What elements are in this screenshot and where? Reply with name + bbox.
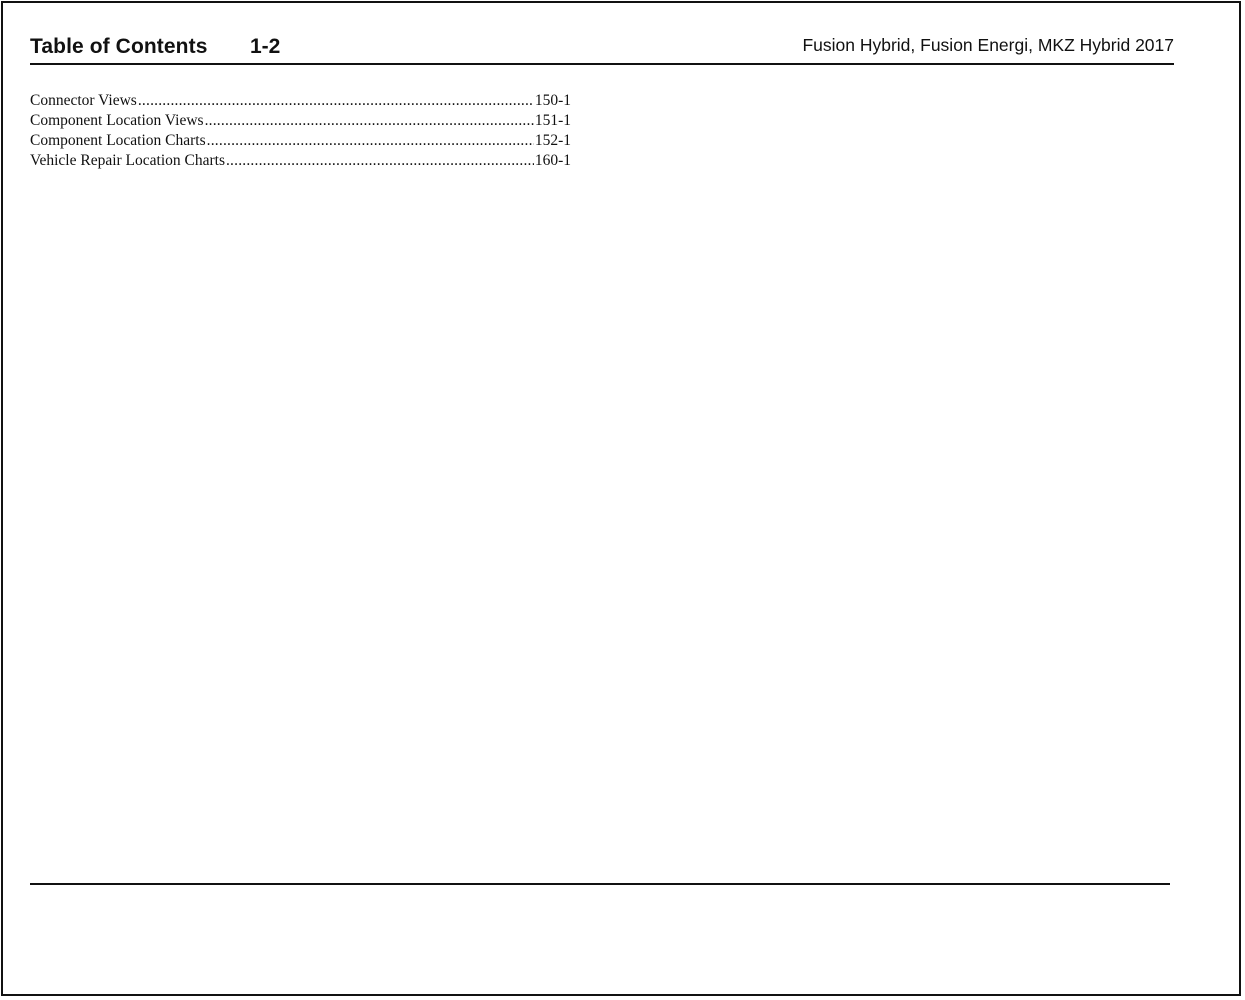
toc-entry-page: 150-1 [534,92,571,109]
dot-leader [138,91,534,111]
toc-entry-page: 152-1 [534,132,571,149]
page-header [30,33,1174,63]
page-title: Table of Contents [30,35,208,58]
vehicle-models: Fusion Hybrid, Fusion Energi, MKZ Hybrid 2017 [802,35,1174,55]
dot-leader [207,131,534,151]
toc-list [30,91,571,171]
toc-entry-label: Component Location Views [30,112,204,129]
toc-entry-label: Connector Views [30,92,137,109]
toc-entry-page: 151-1 [534,112,571,129]
toc-entry-vehicle-repair-location-charts[interactable] [30,151,571,171]
toc-entry-connector-views[interactable] [30,91,571,111]
toc-entry-component-location-views[interactable] [30,111,571,131]
toc-entry-page: 160-1 [534,152,571,169]
toc-entry-component-location-charts[interactable] [30,131,571,151]
header-divider [30,63,1174,65]
footer-divider [30,883,1170,885]
dot-leader [226,151,534,171]
section-page-number: 1-2 [250,35,281,58]
toc-entry-label: Vehicle Repair Location Charts [30,152,225,169]
toc-entry-label: Component Location Charts [30,132,206,149]
dot-leader [205,111,534,131]
